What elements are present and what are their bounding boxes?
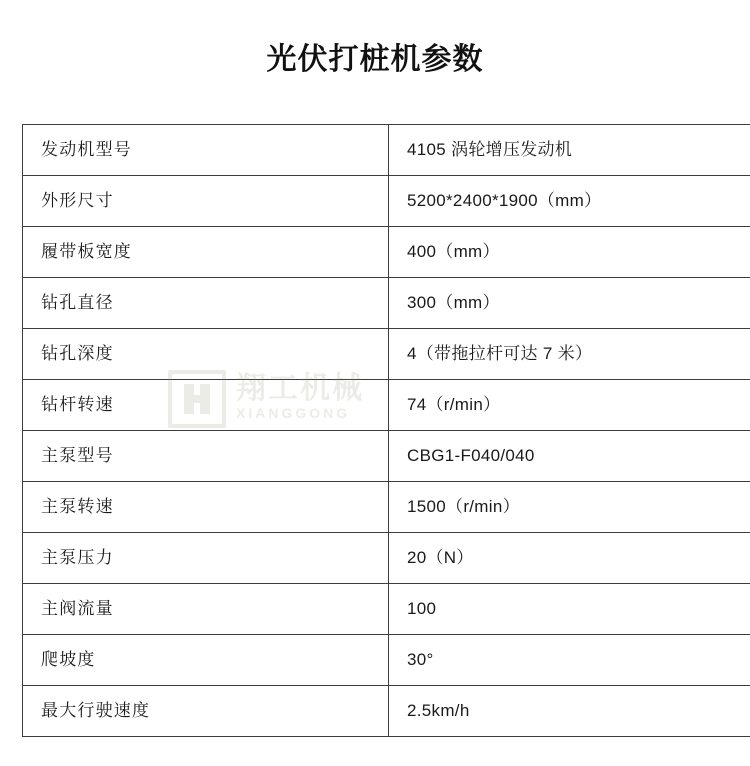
row-label: 最大行驶速度 [23,686,389,737]
table-row [23,533,750,584]
row-label: 发动机型号 [23,125,389,176]
row-value: 300（mm） [389,278,750,329]
table-row [23,635,750,686]
row-label: 外形尺寸 [23,176,389,227]
row-label: 履带板宽度 [23,227,389,278]
table-row [23,482,750,533]
row-value: CBG1-F040/040 [389,431,750,482]
table-row [23,125,750,176]
row-value: 1500（r/min） [389,482,750,533]
row-label: 爬坡度 [23,635,389,686]
row-value: 4（带拖拉杆可达 7 米） [389,329,750,380]
row-label: 主泵型号 [23,431,389,482]
row-label: 钻杆转速 [23,380,389,431]
row-value: 100 [389,584,750,635]
row-label: 主泵压力 [23,533,389,584]
watermark-en: XIANGGONG [236,405,351,422]
specification-table [22,124,750,737]
table-row [23,227,750,278]
row-label: 钻孔深度 [23,329,389,380]
page-title: 光伏打桩机参数 [266,43,484,76]
row-value: 20（N） [389,533,750,584]
row-label: 主泵转速 [23,482,389,533]
watermark-cn: 翔工机械 [236,372,364,406]
row-value: 2.5km/h [389,686,750,737]
row-value: 5200*2400*1900（mm） [389,176,750,227]
table-row [23,176,750,227]
table-row [23,584,750,635]
table-row [23,686,750,737]
row-value: 30° [389,635,750,686]
row-label: 钻孔直径 [23,278,389,329]
row-value: 4105 涡轮增压发动机 [389,125,750,176]
row-label: 主阀流量 [23,584,389,635]
row-value: 74（r/min） [389,380,750,431]
spec-table-container [22,124,728,737]
table-row [23,329,750,380]
table-row [23,278,750,329]
table-row [23,380,750,431]
row-value: 400（mm） [389,227,750,278]
table-row [23,431,750,482]
table-body [23,125,750,737]
